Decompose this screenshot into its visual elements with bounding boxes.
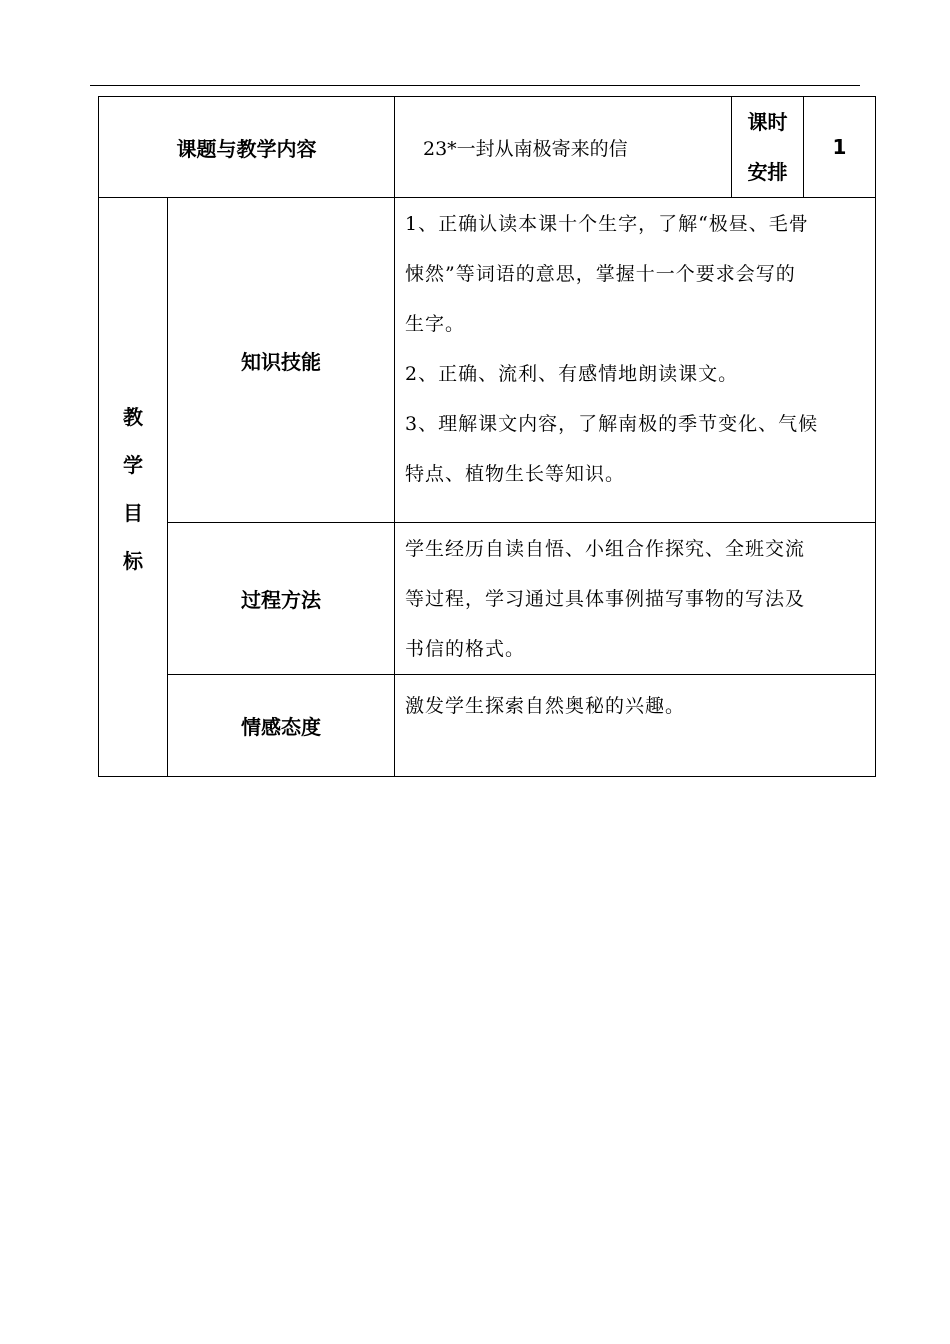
knowledge-line: 1、正确认读本课十个生字，了解“极昼、毛骨 [405,213,809,235]
hours-value: 1 [804,97,876,198]
knowledge-label: 知识技能 [168,198,395,523]
process-content [395,523,876,675]
objectives-label-char: 学 [123,453,143,477]
knowledge-content [395,198,876,523]
process-line: 学生经历自读自悟、小组合作探究、全班交流 [405,538,806,560]
hours-label-line1: 课时 [747,110,788,134]
knowledge-line: 2、正确、流利、有感情地朗读课文。 [405,363,739,385]
lesson-title: 23*一封从南极寄来的信 [395,97,732,198]
topic-label: 课题与教学内容 [99,97,395,198]
knowledge-line: 3、理解课文内容，了解南极的季节变化、气候 [405,413,819,435]
process-label: 过程方法 [168,523,395,675]
process-line: 书信的格式。 [405,638,526,660]
header-rule [90,85,860,86]
process-row [99,523,876,675]
emotion-label: 情感态度 [168,675,395,777]
knowledge-line: 悚然”等词语的意思，掌握十一个要求会写的 [405,263,796,285]
hours-label-line2: 安排 [747,160,788,184]
process-line: 等过程，学习通过具体事例描写事物的写法及 [405,588,806,610]
objectives-label-char: 标 [123,549,143,573]
knowledge-line: 特点、植物生长等知识。 [405,463,626,485]
header-row [99,97,876,198]
objectives-label [99,198,168,777]
hours-label [732,97,804,198]
lesson-plan-table [98,96,876,777]
knowledge-line: 生字。 [405,313,466,335]
objectives-label-char: 教 [123,405,143,429]
emotion-content [395,675,876,777]
emotion-line: 激发学生探索自然奥秘的兴趣。 [405,695,686,717]
emotion-row [99,675,876,777]
knowledge-row [99,198,876,523]
objectives-label-char: 目 [123,501,143,525]
